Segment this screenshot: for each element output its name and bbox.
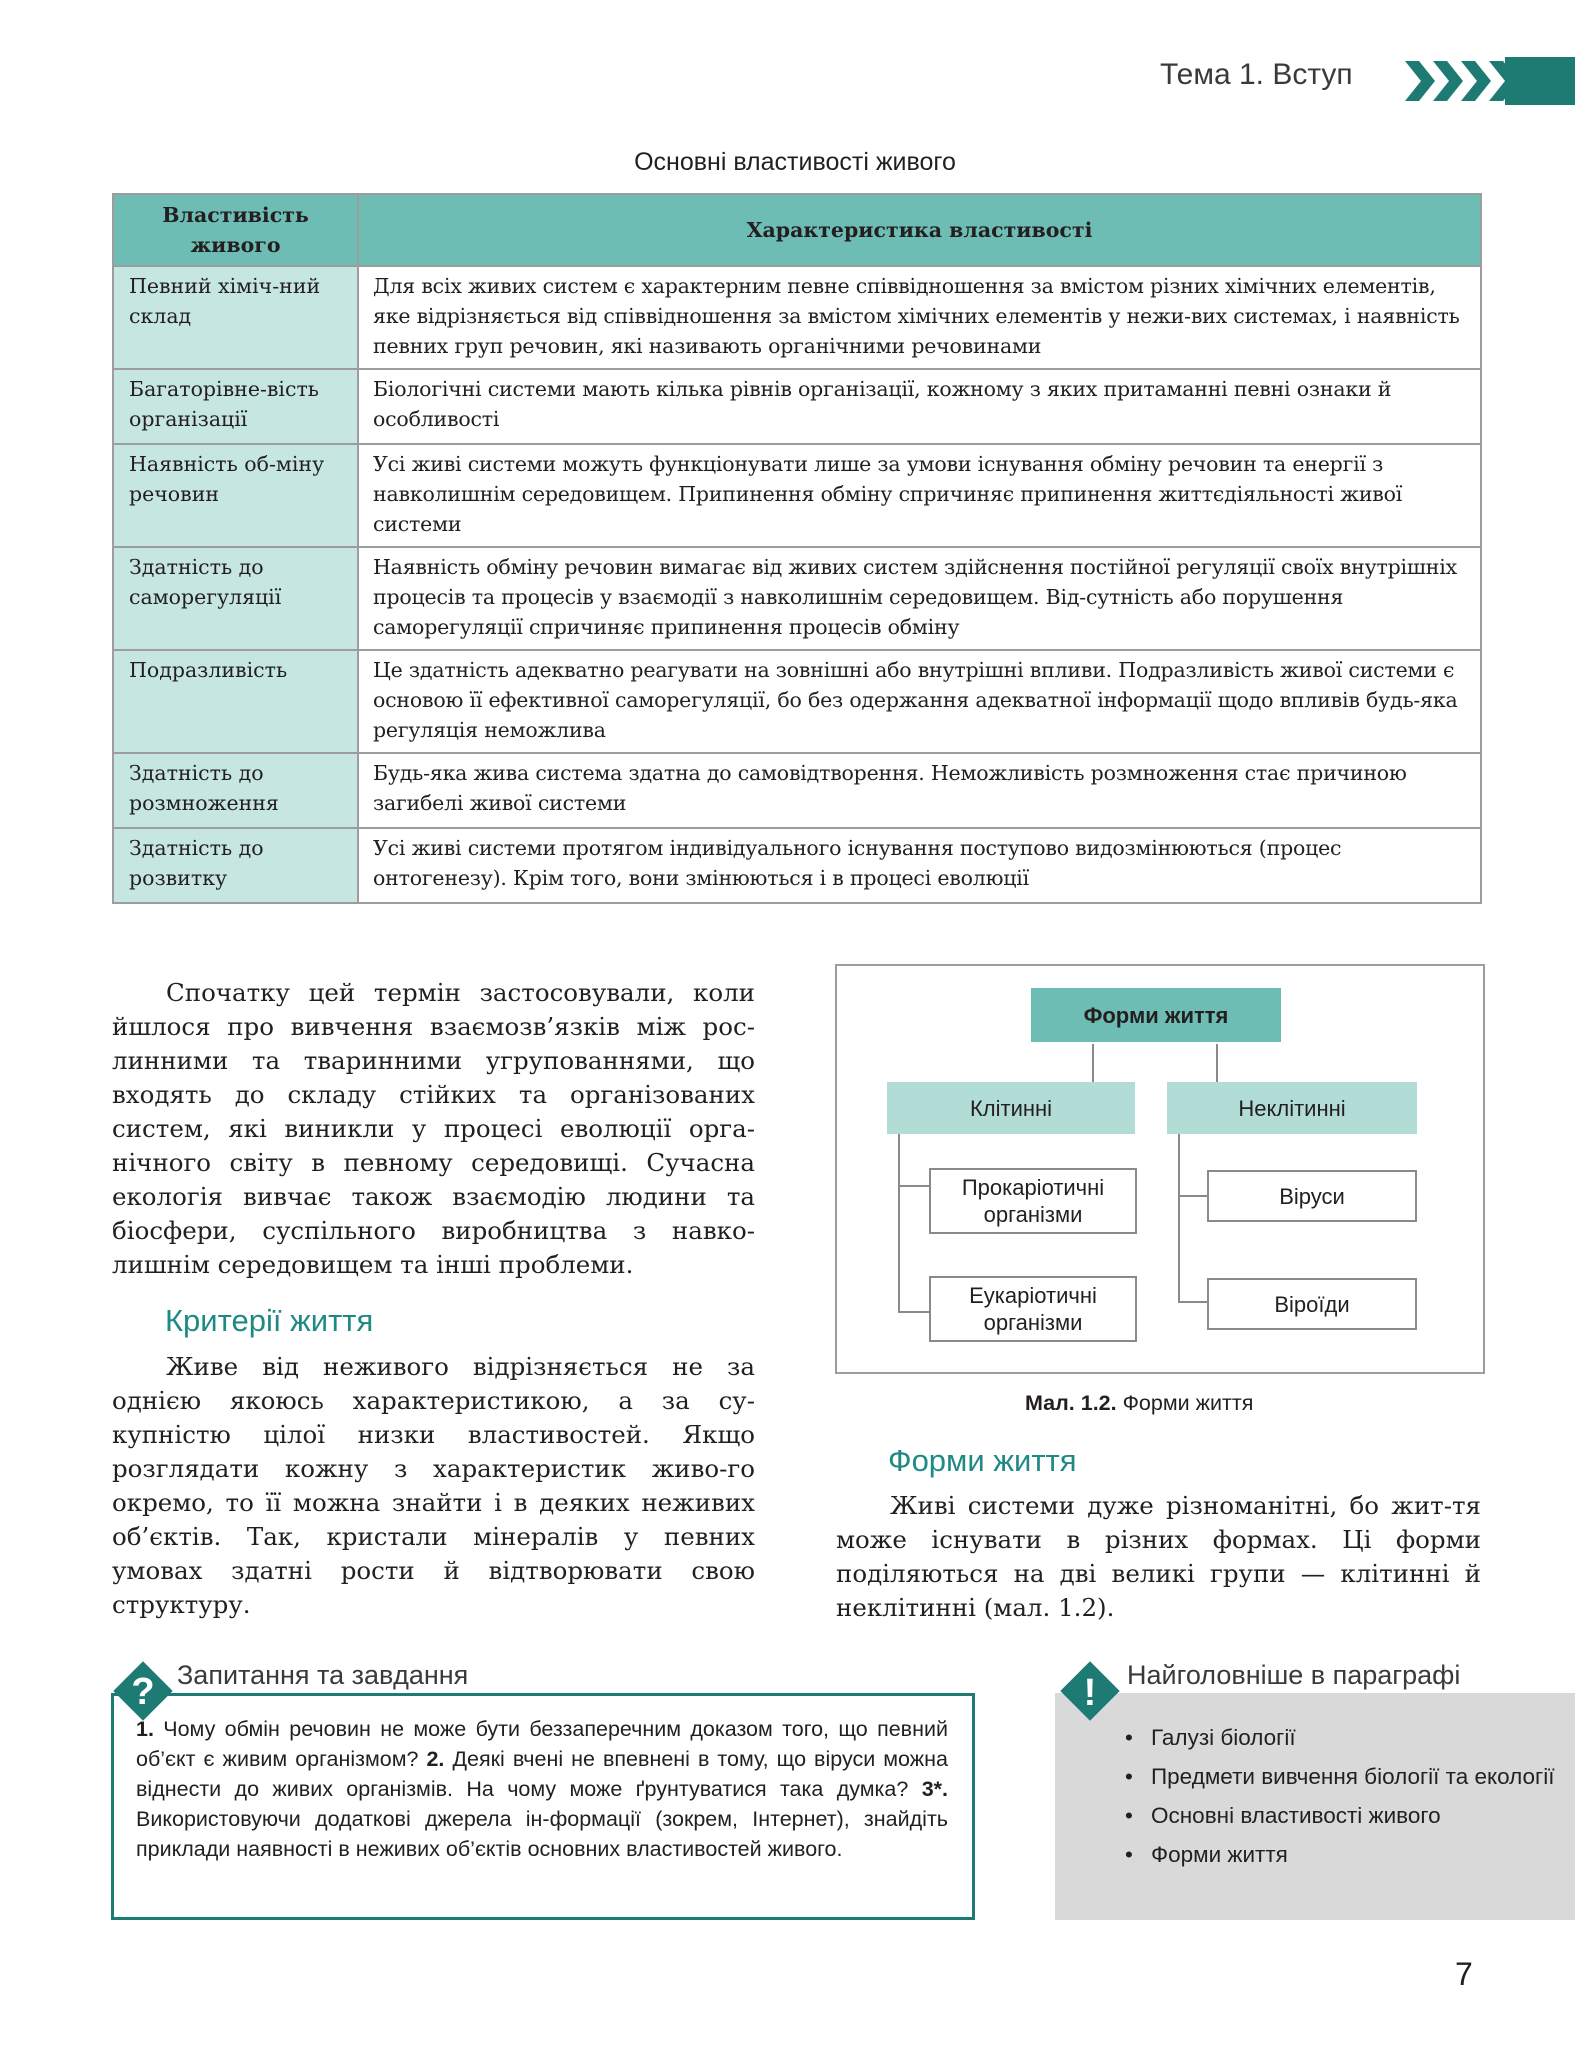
property-description: Для всіх живих систем є характерним певне співвідношення за вмістом різних хімічних елементів, яке відрізняється від співвідношення за вмістом хімічних елементів у нежи-вих системах, і наявність певних груп речовин, які називають органічними речовинами [358, 266, 1481, 369]
table-row [113, 753, 1481, 828]
diagram-viroids: Віроїди [1207, 1278, 1417, 1330]
diagram-noncellular: Неклітинні [1167, 1082, 1417, 1134]
table-caption: Основні властивості живого [634, 148, 956, 176]
property-name: Здатність до розмноження [113, 753, 358, 828]
table-row [113, 369, 1481, 444]
column-header-property: Властивість живого [113, 194, 358, 266]
property-description: Усі живі системи можуть функціонувати лише за умови існування обміну речовин та енергії з навколишнім середовищем. Припинення обміну спричиняє припинення життєдіяльності живої системи [358, 444, 1481, 547]
intro-paragraph: Спочатку цей термін застосовували, коли йшлося про вивчення взаємозв’язків між рос-линними та тваринними угрупованнями, що входять до складу стійких та організованих систем, які виникли у процесі еволюції орга-нічного світу в певному середовищі. Сучасна екологія вивчає також взаємодію людини та біосфери, суспільного виробництва з навко-лишнім середовищем та інші проблеми. [112, 978, 755, 1279]
topic-title: Тема 1. Вступ [1160, 58, 1353, 91]
questions-text [136, 1714, 948, 1864]
property-description: Будь-яка жива система здатна до самовідтворення. Неможливість розмноження стає причиною загибелі живої системи [358, 753, 1481, 828]
question-3: Використовуючи додаткові джерела ін-формації (зокрем, Інтернет), знайдіть приклади наявності в неживих об’єктів основних властивостей живого. [136, 1807, 948, 1861]
forms-heading: Форми життя [888, 1443, 1077, 1478]
svg-text:!: ! [1083, 1672, 1097, 1714]
property-name: Наявність об-міну речовин [113, 444, 358, 547]
properties-table [112, 193, 1482, 904]
page-number: 7 [1455, 1956, 1473, 1992]
summary-item: • Предмети вивчення біології та екології [1125, 1762, 1554, 1792]
summary-item: • Галузі біології [1125, 1723, 1554, 1753]
summary-title: Найголовніше в параграфі [1127, 1660, 1461, 1690]
forms-paragraph: Живі системи дуже різноманітні, бо жит-тя може існувати в різних формах. Ці форми поділяються на дві великі групи — клітинні й неклітинні (мал. 1.2). [836, 1491, 1481, 1622]
table-row [113, 828, 1481, 903]
property-name: Здатність до саморегуляції [113, 547, 358, 650]
property-name: Багаторівне-вість організації [113, 369, 358, 444]
question-1-number: 1. [136, 1717, 154, 1741]
exclamation-icon [1058, 1659, 1122, 1723]
questions-title: Запитання та завдання [177, 1660, 469, 1690]
property-description: Усі живі системи протягом індивідуального існування поступово видозмінюються (процес онтогенезу). Крім того, вони змінюються і в процесі еволюції [358, 828, 1481, 903]
table-header-row [113, 194, 1481, 266]
table-row [113, 650, 1481, 753]
questions-box [111, 1693, 975, 1920]
figure-caption [1025, 1391, 1253, 1416]
question-mark-icon [111, 1659, 175, 1723]
summary-item: • Форми життя [1125, 1840, 1554, 1870]
property-description: Наявність обміну речовин вимагає від живих систем здійснення постійної регуляції своїх внутрішніх процесів та процесів у взаємодії з навколишнім середовищем. Від-сутність або порушення саморегуляції спричиняє припинення процесів обміну [358, 547, 1481, 650]
summary-item: • Основні властивості живого [1125, 1801, 1554, 1831]
summary-box [1055, 1693, 1575, 1920]
figure-caption-text: Форми життя [1116, 1391, 1254, 1415]
criteria-heading: Критерії життя [165, 1303, 374, 1338]
diagram-root: Форми життя [1031, 988, 1281, 1042]
column-header-description: Характеристика властивості [358, 194, 1481, 266]
criteria-paragraph: Живе від неживого відрізняється не за однією якоюсь характеристикою, а за су-купністю цілої низки властивостей. Якщо розглядати кожну з характеристик живо-го окремо, то її можна знайти і в деяких неживих об’єктів. Так, кристали мінералів у певних умовах здатні рости й відтворювати свою структуру. [112, 1352, 755, 1619]
table-row [113, 266, 1481, 369]
question-3-number: 3*. [921, 1777, 948, 1801]
table-row [113, 444, 1481, 547]
question-2: Деякі вчені не впевнені в тому, що віруси можна віднести до живих організмів. На чому може ґрунтуватися така думка? [136, 1747, 948, 1801]
summary-list [1125, 1723, 1554, 1879]
figure-caption-label: Мал. 1.2. [1025, 1391, 1117, 1415]
property-name: Певний хіміч-ний склад [113, 266, 358, 369]
diagram-viruses: Віруси [1207, 1170, 1417, 1222]
table-row [113, 547, 1481, 650]
property-description: Це здатність адекватно реагувати на зовнішні або внутрішні впливи. Подразливість живої системи є основою її ефективної саморегуляції, бо без одержання адекватної інформації щодо впливів будь-яка регуляція неможлива [358, 650, 1481, 753]
forms-of-life-diagram [835, 964, 1485, 1374]
diagram-cellular: Клітинні [887, 1082, 1135, 1134]
property-name: Подразливість [113, 650, 358, 753]
diagram-prokaryotes: Прокаріотичні організми [929, 1168, 1137, 1234]
question-1: Чому обмін речовин не може бути беззаперечним доказом того, що певний об’єкт є живим організмом? [136, 1717, 948, 1771]
svg-text:?: ? [131, 1671, 155, 1713]
question-2-number: 2. [426, 1747, 445, 1771]
diagram-eukaryotes: Еукаріотичні організми [929, 1276, 1137, 1342]
property-name: Здатність до розвитку [113, 828, 358, 903]
property-description: Біологічні системи мають кілька рівнів організації, кожному з яких притаманні певні ознаки й особливості [358, 369, 1481, 444]
chevron-arrows-icon [1405, 57, 1575, 105]
